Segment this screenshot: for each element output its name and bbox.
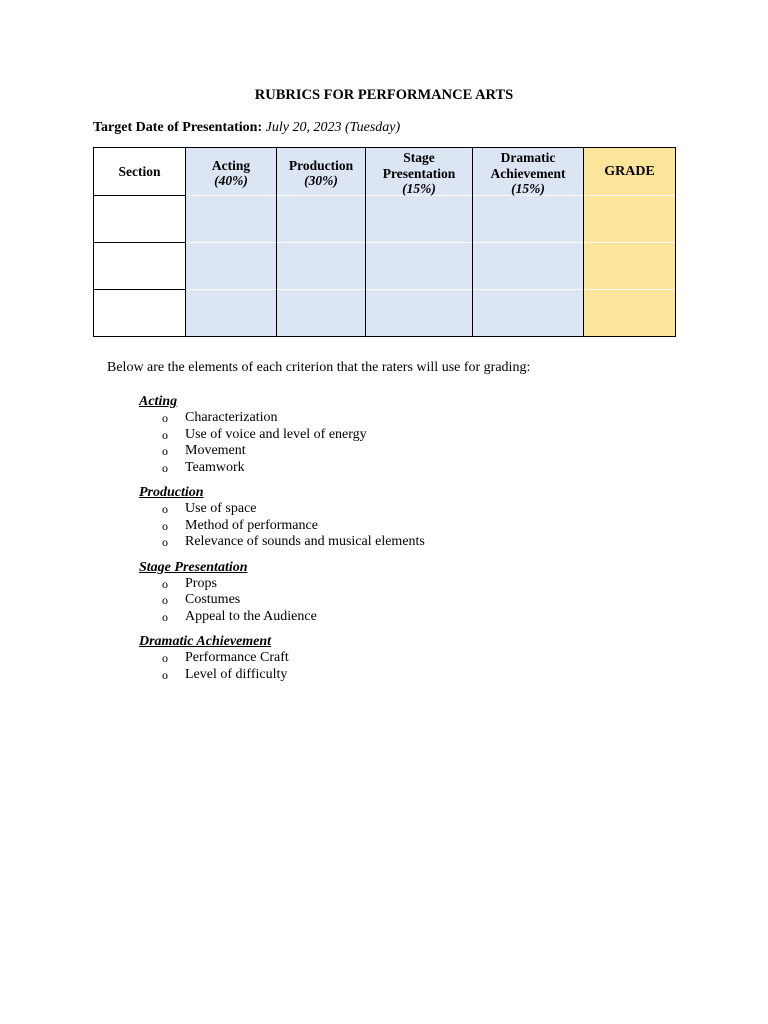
- list-item: [139, 410, 699, 427]
- list-item: [139, 667, 699, 684]
- header-grade: [584, 148, 676, 196]
- stage-presentation-cell[interactable]: [366, 242, 473, 289]
- list-item: [139, 650, 699, 667]
- criterion-acting: [139, 394, 699, 476]
- stage-presentation-cell[interactable]: [366, 195, 473, 242]
- list-item-text: Props: [185, 575, 217, 591]
- section-cell[interactable]: [94, 242, 186, 289]
- dramatic-achievement-cell[interactable]: [473, 195, 584, 242]
- target-date-line: [93, 120, 400, 136]
- intro-text: Below are the elements of each criterion that the raters will use for grading:: [107, 360, 531, 375]
- grade-cell[interactable]: [584, 289, 676, 336]
- list-item-text: Level of difficulty: [185, 666, 288, 682]
- header-acting: [186, 148, 277, 196]
- table-row: [94, 195, 676, 242]
- criterion-production: [139, 485, 699, 551]
- list-item-text: Use of voice and level of energy: [185, 426, 367, 442]
- list-item: [139, 501, 699, 518]
- criterion-title: Dramatic Achievement: [139, 634, 272, 649]
- header-production-name: Production: [288, 157, 354, 173]
- bullet-icon: o: [162, 502, 168, 516]
- bullet-icon: o: [162, 651, 168, 665]
- list-item-text: Costumes: [185, 592, 241, 607]
- bullet-icon: o: [162, 444, 168, 458]
- list-item-text: Movement: [185, 443, 246, 458]
- document-title: RUBRICS FOR PERFORMANCE ARTS: [254, 87, 514, 103]
- list-item: [139, 427, 699, 444]
- list-item: [139, 518, 699, 535]
- acting-cell[interactable]: [186, 195, 277, 242]
- table-header-row: [94, 148, 676, 196]
- list-item: [139, 443, 699, 460]
- criterion-elements: [139, 650, 699, 683]
- header-section-label: Section: [118, 163, 161, 179]
- bullet-icon: o: [162, 609, 168, 624]
- header-acting-name: Acting: [211, 157, 251, 173]
- list-item: [139, 609, 699, 626]
- bullet-icon: o: [162, 460, 168, 475]
- bullet-icon: o: [162, 576, 168, 591]
- production-cell[interactable]: [277, 195, 366, 242]
- target-date-label: Target Date of Presentation:: [93, 120, 263, 135]
- section-cell[interactable]: [94, 195, 186, 242]
- list-item: [139, 576, 699, 593]
- bullet-icon: o: [162, 667, 168, 682]
- table-row: [94, 289, 676, 336]
- bullet-icon: o: [162, 427, 168, 442]
- list-item-text: Performance Craft: [185, 650, 289, 665]
- dramatic-achievement-cell[interactable]: [473, 242, 584, 289]
- list-item: [139, 592, 699, 609]
- criterion-elements: [139, 410, 699, 476]
- list-item-text: Use of space: [185, 501, 257, 516]
- header-stage-presentation: [366, 148, 473, 196]
- header-stage-presentation-percent: (15%): [402, 181, 436, 196]
- criterion-dramatic-achievement: [139, 634, 699, 683]
- grade-cell[interactable]: [584, 242, 676, 289]
- criterion-title: Stage Presentation: [139, 559, 248, 575]
- bullet-icon: o: [162, 411, 168, 425]
- bullet-icon: o: [162, 535, 168, 549]
- criterion-title: Acting: [139, 394, 178, 409]
- criterion-elements: [139, 501, 699, 551]
- grade-cell[interactable]: [584, 195, 676, 242]
- criterion-elements: [139, 576, 699, 626]
- header-production: [277, 148, 366, 196]
- list-item-text: Characterization: [185, 410, 278, 425]
- header-stage-presentation-name: Stage Presentation: [382, 150, 456, 181]
- header-production-percent: (30%): [304, 173, 338, 189]
- list-item-text: Teamwork: [185, 459, 245, 475]
- header-acting-percent: (40%): [214, 173, 248, 189]
- bullet-icon: o: [162, 593, 168, 607]
- dramatic-achievement-cell[interactable]: [473, 289, 584, 336]
- list-item-text: Appeal to the Audience: [185, 608, 317, 624]
- table-row: [94, 242, 676, 289]
- header-dramatic-achievement-percent: (15%): [511, 181, 545, 196]
- list-item: [139, 460, 699, 477]
- target-date-value: July 20, 2023 (Tuesday): [265, 120, 401, 135]
- criteria-list: [139, 394, 699, 692]
- stage-presentation-cell[interactable]: [366, 289, 473, 336]
- list-item: [139, 534, 699, 551]
- criterion-title: Production: [139, 485, 204, 500]
- header-dramatic-achievement: [473, 148, 584, 196]
- header-section: [94, 148, 186, 196]
- acting-cell[interactable]: [186, 289, 277, 336]
- header-grade-label: GRADE: [604, 163, 655, 179]
- list-item-text: Method of performance: [185, 517, 318, 533]
- production-cell[interactable]: [277, 242, 366, 289]
- section-cell[interactable]: [94, 289, 186, 336]
- production-cell[interactable]: [277, 289, 366, 336]
- criterion-stage-presentation: [139, 560, 699, 626]
- list-item-text: Relevance of sounds and musical elements: [185, 534, 425, 549]
- bullet-icon: o: [162, 518, 168, 533]
- rubric-table: [93, 147, 676, 337]
- acting-cell[interactable]: [186, 242, 277, 289]
- header-dramatic-achievement-name: Dramatic Achievement: [490, 150, 566, 181]
